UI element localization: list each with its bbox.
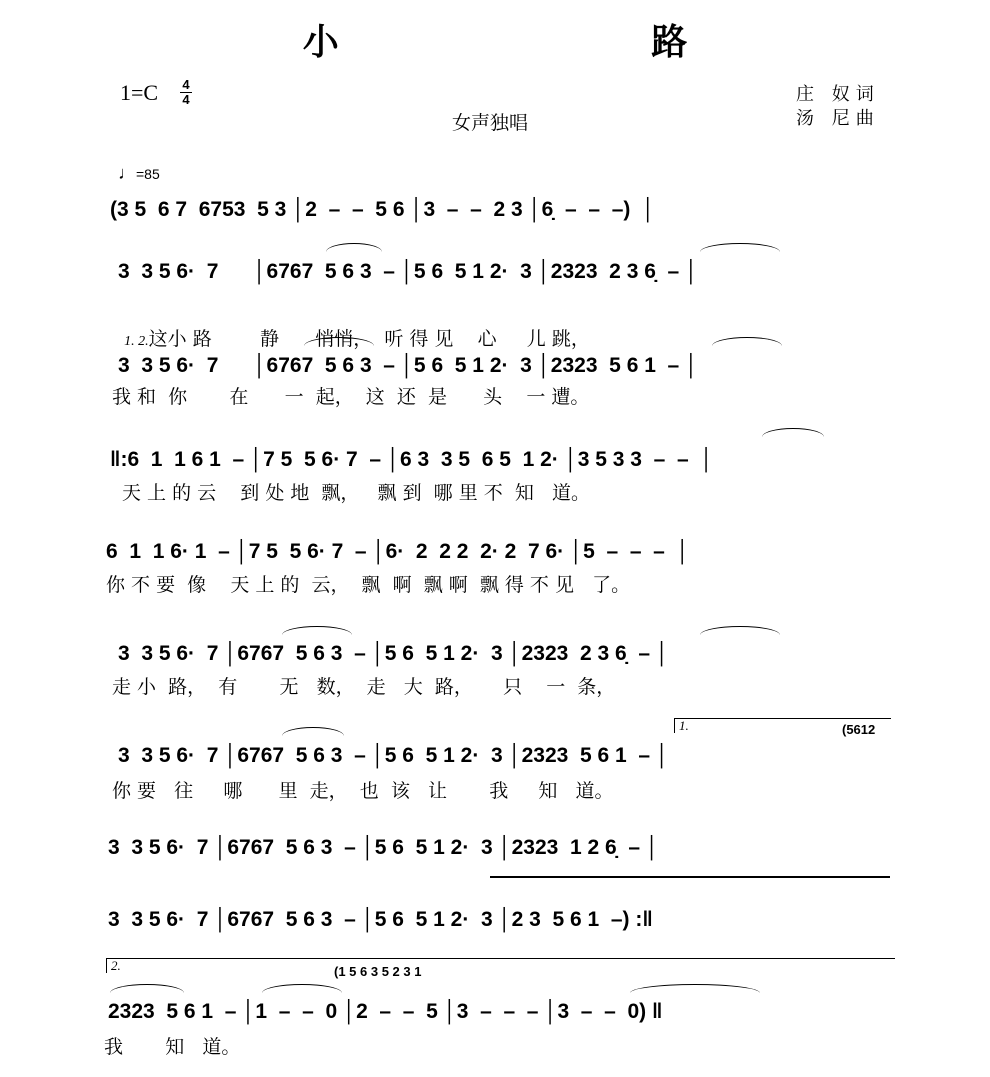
time-signature-top: 4 (182, 77, 190, 92)
slur-mark (326, 243, 382, 252)
lyricist-credit: 庄 奴词 (796, 84, 880, 105)
slur-mark (630, 984, 760, 993)
slur-mark (282, 727, 344, 736)
notation-line: 3 3 5 6· 7 │6767 5 6 3 – │5 6 5 1 2· 3 │2323 5 6 1 – │ (118, 744, 670, 767)
slur-mark (700, 626, 780, 635)
time-signature (178, 78, 194, 107)
lyrics-line: 你 不 要 像 天 上 的 云， 飘 啊 飘 啊 飘 得 不 见 了。 (106, 574, 631, 596)
volta-bracket-2: 2. (106, 958, 895, 973)
performance-type: 女声独唱 (452, 112, 529, 134)
notation-line: 3 3 5 6· 7 │6767 5 6 3 – │5 6 5 1 2· 3 │2323 2 3 6̣ – │ (118, 642, 670, 665)
notation-line: 3 3 5 6· 7 │6767 5 6 3 – │5 6 5 1 2· 3 │2323 2 3 6̣ – │ (118, 260, 699, 283)
notation-line: 3 3 5 6· 7 │6767 5 6 3 – │5 6 5 1 2· 3 │2323 1 2 6̣ – │ (108, 836, 660, 859)
quarter-note-icon: ♩ (118, 163, 136, 183)
notation-line: ‖:6 1 1 6 1 – │7 5 5 6· 7 – │6 3 3 5 6 5 1 2· │3 5 3 3 – – │ (110, 448, 714, 471)
notation-line: 3 3 5 6· 7 │6767 5 6 3 – │5 6 5 1 2· 3 │2 3 5 6 1 –) :‖ (108, 908, 653, 931)
slur-mark (282, 626, 352, 635)
notation-line: 6 1 1 6· 1 – │7 5 5 6· 7 – │6· 2 2 2 2· 2 7 6· │5 – – – │ (106, 540, 690, 563)
interlude-notes: (5612 (842, 722, 876, 737)
lyrics-line: 天 上 的 云 到 处 地 飘， 飘 到 哪 里 不 知 道。 (122, 482, 590, 504)
tempo-marking (118, 163, 160, 184)
slur-mark (262, 984, 342, 993)
coda-grace-notes: (1 5 6 3 5 2 3 1 (334, 964, 422, 979)
lyrics-line: 我 知 道。 (104, 1036, 241, 1058)
slur-mark (110, 984, 184, 993)
song-title: 小 路 (302, 22, 838, 63)
notation-line: (3 5 6 7 6753 5 3 │2 – – 5 6 │3 – – 2 3 │6̣ – – –) │ (110, 198, 656, 221)
key-signature: 1=C (120, 80, 159, 105)
section-rule (490, 876, 890, 878)
tempo-value: =85 (136, 166, 160, 182)
volta-bracket-1: 1. (674, 718, 891, 733)
lyrics-line (100, 300, 990, 350)
slur-mark (700, 243, 780, 252)
slur-mark (712, 337, 782, 346)
slur-mark (762, 428, 824, 437)
time-signature-bottom: 4 (182, 92, 190, 107)
lyrics-line: 走 小 路， 有 无 数， 走 大 路， 只 一 条， (112, 676, 616, 698)
lyrics-text: 这小 路 静 悄悄， 听 得 见 心 儿 跳， (148, 328, 590, 350)
composer-credit: 汤 尼曲 (796, 108, 880, 129)
notation-line: 3 3 5 6· 7 │6767 5 6 3 – │5 6 5 1 2· 3 │2323 5 6 1 – │ (118, 354, 699, 377)
verse-marker: 1. 2. (124, 334, 149, 349)
lyrics-line: 我 和 你 在 一 起， 这 还 是 头 一 遭。 (112, 386, 590, 408)
lyrics-line: 你 要 往 哪 里 走， 也 该 让 我 知 道。 (112, 780, 614, 802)
notation-line: 2323 5 6 1 – │1 – – 0 │2 – – 5 │3 – – – │3 – – 0) ‖ (108, 1000, 663, 1023)
